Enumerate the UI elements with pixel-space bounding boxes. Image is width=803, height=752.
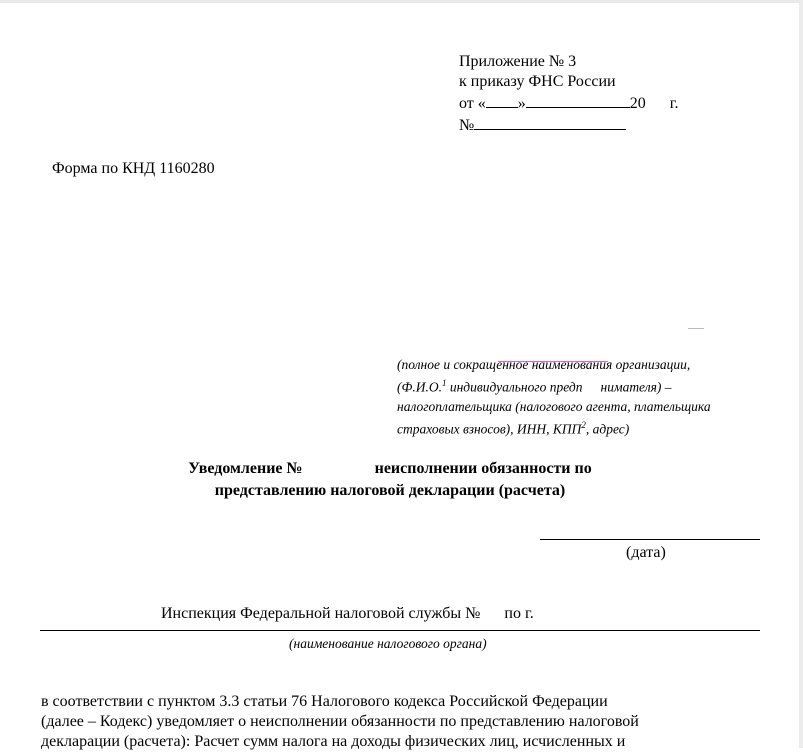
appendix-number-prefix: № bbox=[459, 117, 475, 134]
body-paragraph bbox=[41, 692, 761, 752]
org-caption-line-1: (полное и сокращенное наименования организации, bbox=[397, 357, 691, 372]
number-blank bbox=[474, 114, 626, 130]
appendix-date-prefix: от « bbox=[459, 95, 486, 112]
org-caption-address: , адрес) bbox=[585, 421, 630, 436]
appendix-header bbox=[459, 52, 679, 136]
appendix-number-line bbox=[459, 114, 679, 136]
appendix-order-ref: к приказу ФНС России bbox=[459, 73, 616, 90]
footnote-2: 2 bbox=[581, 419, 586, 430]
document-title bbox=[120, 458, 660, 502]
date-underline bbox=[540, 539, 760, 540]
footnote-1: 1 bbox=[441, 378, 447, 388]
window-top-border bbox=[0, 0, 803, 3]
day-blank bbox=[486, 92, 518, 108]
org-caption-line-2 bbox=[397, 374, 711, 397]
body-line-1: в соответствии с пунктом 3.3 статьи 76 Налогового кодекса Российской Федерации bbox=[41, 693, 608, 710]
title-part-2: неисполнении обязанности по bbox=[374, 460, 592, 477]
org-caption-line-4 bbox=[397, 416, 711, 439]
org-caption-inn: страховых взносов), ИНН, КПП bbox=[397, 421, 582, 436]
org-caption-ip-b: нимателя) – bbox=[600, 379, 672, 395]
date-label: (дата) bbox=[626, 544, 666, 561]
window-right-border bbox=[799, 0, 803, 748]
appendix-date-line bbox=[459, 92, 679, 114]
inspection-suffix: по г. bbox=[504, 605, 534, 622]
org-caption-fio: (Ф.И.О. bbox=[397, 379, 442, 395]
authority-caption: (наименование налогового органа) bbox=[289, 636, 487, 651]
appendix-year-suffix: г. bbox=[669, 95, 679, 112]
title-part-1: Уведомление № bbox=[188, 460, 303, 477]
appendix-date-mid: » bbox=[517, 95, 526, 112]
inspection-prefix: Инспекция Федеральной налоговой службы № bbox=[161, 605, 481, 622]
form-code: Форма по КНД 1160280 bbox=[52, 160, 215, 177]
scan-artifact bbox=[688, 328, 704, 329]
month-blank bbox=[526, 92, 630, 108]
body-line-3: декларации (расчета): Расчет сумм налога на доходы физических лиц, исчисленных и bbox=[41, 733, 626, 750]
organization-caption bbox=[397, 355, 711, 438]
appendix-number: Приложение № 3 bbox=[459, 53, 577, 70]
title-line-2: представлению налоговой декларации (расчета) bbox=[214, 482, 566, 499]
appendix-year: 20 bbox=[629, 95, 646, 112]
inspection-line bbox=[161, 605, 534, 623]
inspection-underline bbox=[40, 630, 760, 631]
org-caption-ip-a: индивидуального предп bbox=[446, 379, 583, 395]
org-caption-line-3: налогоплательщика (налогового агента, плательщика bbox=[397, 398, 711, 414]
body-line-2: (далее – Кодекс) уведомляет о неисполнении обязанности по представлению налоговой bbox=[41, 713, 639, 730]
